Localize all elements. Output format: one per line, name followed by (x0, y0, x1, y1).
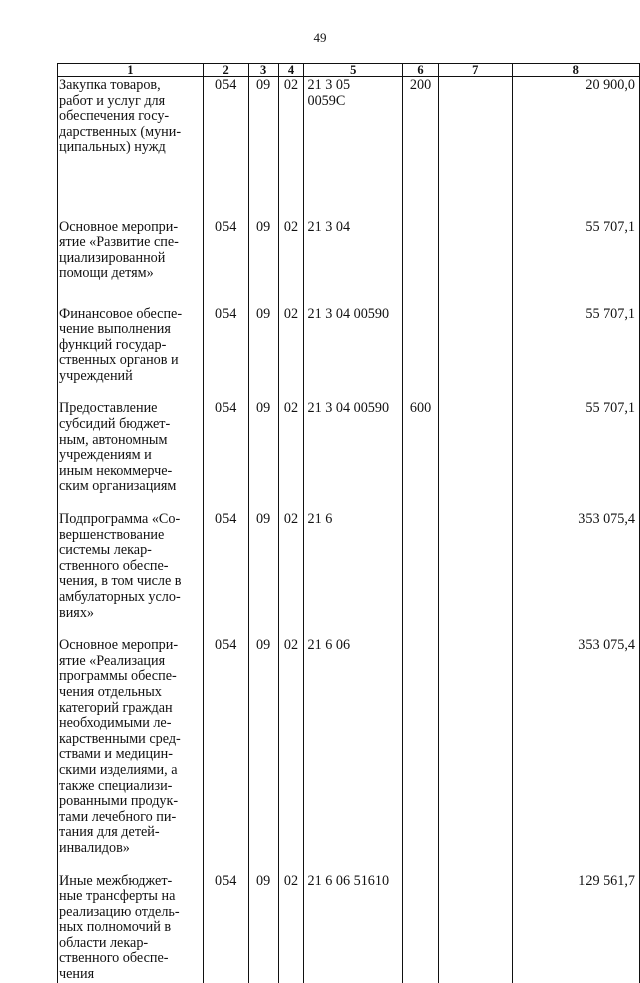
row-target-article: 21 3 05 0059С (304, 77, 403, 203)
row-amount: 55 707,1 (512, 203, 639, 290)
row-code-section: 09 (248, 77, 278, 203)
row-target-article: 21 3 04 (304, 203, 403, 290)
row-code-ministry: 054 (203, 621, 248, 856)
row-name: Предоставление субсидий бюджет- ным, автономным учреждениям и иным некоммерче- ским организациям (58, 384, 204, 495)
row-name: Подпрограмма «Со- вершенствование системы лекар- ственного обеспе- чения, в том числе в амбулаторных усло- виях» (58, 495, 204, 621)
row-expense-type (403, 495, 439, 621)
row-col-7 (439, 495, 513, 621)
row-col-7 (439, 77, 513, 203)
row-code-ministry: 054 (203, 495, 248, 621)
row-name: Закупка товаров, работ и услуг для обеспечения госу- дарственных (муни- ципальных) нужд (58, 77, 204, 203)
header-col-7: 7 (439, 64, 513, 77)
header-col-8: 8 (512, 64, 639, 77)
budget-table (57, 63, 640, 983)
page-number: 49 (313, 30, 327, 45)
row-col-7 (439, 621, 513, 856)
row-amount: 55 707,1 (512, 384, 639, 495)
row-name: Основное меропри- ятие «Развитие спе- циализированной помощи детям» (58, 203, 204, 290)
row-target-article: 21 6 06 (304, 621, 403, 856)
row-col-7 (439, 290, 513, 385)
row-name: Основное меропри- ятие «Реализация программы обеспе- чения отдельных категорий граждан необходимыми ле- карственными сред- ствами и медицин- скими изделиями, а также специализи- рованными продук- тами лечебного пи- тания для детей- инвалидов» (58, 621, 204, 856)
table-row (58, 203, 640, 290)
row-amount: 20 900,0 (512, 77, 639, 203)
row-code-section: 09 (248, 203, 278, 290)
table-row (58, 857, 640, 983)
header-col-6: 6 (403, 64, 439, 77)
row-expense-type: 600 (403, 384, 439, 495)
row-code-ministry: 054 (203, 77, 248, 203)
row-code-ministry: 054 (203, 203, 248, 290)
row-code-subsection: 02 (278, 857, 304, 983)
row-amount: 353 075,4 (512, 495, 639, 621)
row-expense-type (403, 203, 439, 290)
row-target-article: 21 3 04 00590 (304, 290, 403, 385)
row-col-7 (439, 384, 513, 495)
row-code-ministry: 054 (203, 857, 248, 983)
row-code-section: 09 (248, 384, 278, 495)
row-col-7 (439, 857, 513, 983)
row-code-ministry: 054 (203, 384, 248, 495)
row-col-7 (439, 203, 513, 290)
row-target-article: 21 6 (304, 495, 403, 621)
row-expense-type (403, 621, 439, 856)
row-name: Финансовое обеспе- чение выполнения функций государ- ственных органов и учреждений (58, 290, 204, 385)
row-code-ministry: 054 (203, 290, 248, 385)
header-col-3: 3 (248, 64, 278, 77)
row-code-subsection: 02 (278, 495, 304, 621)
header-col-2: 2 (203, 64, 248, 77)
row-code-subsection: 02 (278, 77, 304, 203)
row-expense-type (403, 290, 439, 385)
row-code-subsection: 02 (278, 621, 304, 856)
header-col-4: 4 (278, 64, 304, 77)
row-code-subsection: 02 (278, 384, 304, 495)
table-row (58, 77, 640, 203)
row-target-article: 21 6 06 51610 (304, 857, 403, 983)
row-name: Иные межбюджет- ные трансферты на реализацию отдель- ных полномочий в области лекар- ственного обеспе- чения (58, 857, 204, 983)
row-amount: 129 561,7 (512, 857, 639, 983)
table-row (58, 495, 640, 621)
table-header-row (58, 64, 640, 77)
row-expense-type: 200 (403, 77, 439, 203)
row-code-subsection: 02 (278, 290, 304, 385)
row-amount: 353 075,4 (512, 621, 639, 856)
row-code-section: 09 (248, 290, 278, 385)
row-code-subsection: 02 (278, 203, 304, 290)
table-row (58, 290, 640, 385)
table-row (58, 621, 640, 856)
header-col-1: 1 (58, 64, 204, 77)
row-code-section: 09 (248, 495, 278, 621)
row-expense-type (403, 857, 439, 983)
row-code-section: 09 (248, 857, 278, 983)
row-target-article: 21 3 04 00590 (304, 384, 403, 495)
table-row (58, 384, 640, 495)
header-col-5: 5 (304, 64, 403, 77)
row-amount: 55 707,1 (512, 290, 639, 385)
row-code-section: 09 (248, 621, 278, 856)
